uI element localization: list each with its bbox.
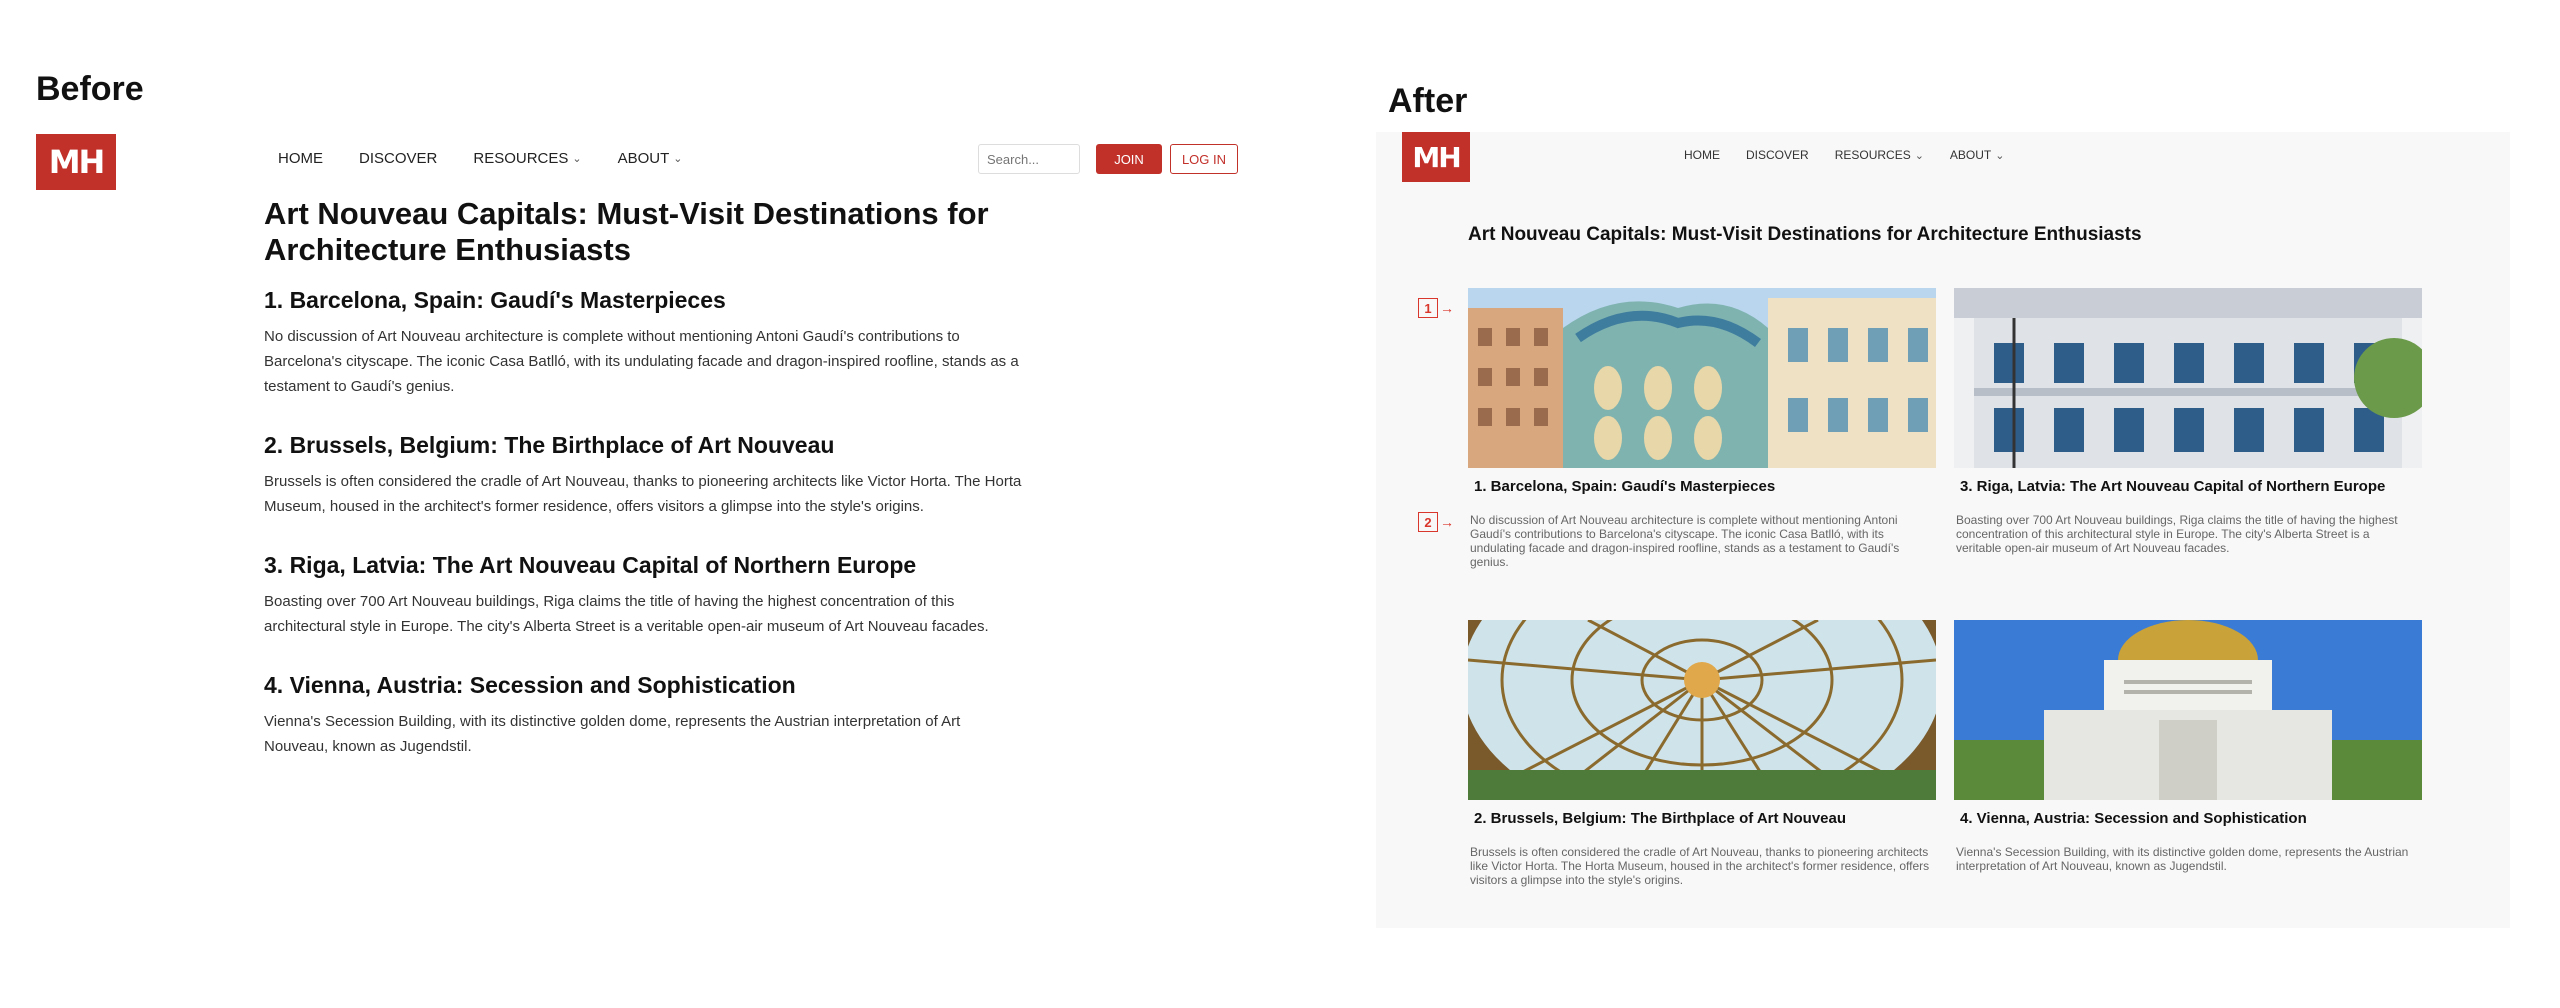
card-riga[interactable] — [1954, 288, 2422, 555]
chevron-down-icon: ⌄ — [572, 153, 582, 165]
nav-resources-label: RESOURCES — [473, 150, 569, 167]
nav-resources-label: RESOURCES — [1834, 148, 1911, 162]
card-brussels[interactable] — [1468, 620, 1936, 887]
nav-home-label: HOME — [1684, 148, 1720, 162]
marker-number: 2 — [1418, 512, 1438, 532]
page-title: Art Nouveau Capitals: Must-Visit Destinations for Architecture Enthusiasts — [264, 196, 989, 267]
chevron-down-icon: ⌄ — [1914, 149, 1924, 162]
section-3 — [264, 551, 1024, 639]
section-2 — [264, 431, 1024, 519]
chevron-down-icon: ⌄ — [1995, 149, 2005, 162]
nav-discover[interactable] — [1746, 148, 1809, 162]
nav-about[interactable] — [618, 150, 683, 167]
main-nav — [278, 150, 683, 167]
section-4 — [264, 671, 1024, 759]
section-1 — [264, 286, 1024, 399]
annotation-marker-2 — [1418, 512, 1454, 532]
nav-discover-label: DISCOVER — [359, 150, 438, 167]
card-title: 2. Brussels, Belgium: The Birthplace of Art Nouveau — [1474, 810, 1847, 827]
login-button[interactable]: LOG IN — [1170, 144, 1238, 174]
card-title: 4. Vienna, Austria: Secession and Sophistication — [1960, 810, 2307, 827]
card-title: 3. Riga, Latvia: The Art Nouveau Capital of Northern Europe — [1960, 478, 2386, 495]
chevron-down-icon: ⌄ — [673, 153, 683, 165]
nav-home-label: HOME — [278, 150, 323, 167]
section-body: No discussion of Art Nouveau architecture is complete without mentioning Antoni Gaudí's contributions to Barcelona's cityscape. The iconic Casa Batlló, with its undulating facade and dragon-inspired roofline, stands as a testament to Gaudí's genius. — [264, 328, 1019, 395]
card-title: 1. Barcelona, Spain: Gaudí's Masterpieces — [1474, 478, 1776, 495]
nav-discover[interactable] — [359, 150, 437, 167]
after-label: After — [1388, 82, 1468, 120]
article — [264, 196, 1024, 759]
section-title: 4. Vienna, Austria: Secession and Sophistication — [264, 672, 796, 698]
card-body: Boasting over 700 Art Nouveau buildings, Riga claims the title of having the highest concentration of this architectural style in Europe. The city's Alberta Street is a veritable open-air museum of Art Nouveau facades. — [1956, 513, 2398, 555]
card-body: Brussels is often considered the cradle of Art Nouveau, thanks to pioneering architects like Victor Horta. The Horta Museum, housed in the architect's former residence, offers visitors a glimpse into the style's origins. — [1470, 845, 1930, 887]
card-vienna[interactable] — [1954, 620, 2422, 873]
section-body: Brussels is often considered the cradle of Art Nouveau, thanks to pioneering architects like Victor Horta. The Horta Museum, housed in the architect's former residence, offers visitors a glimpse into the style's origins. — [264, 473, 1022, 515]
nav-home[interactable] — [278, 150, 323, 167]
nav-about-label: ABOUT — [617, 150, 670, 167]
card-body: Vienna's Secession Building, with its distinctive golden dome, represents the Austrian interpretation of Art Nouveau, known as Jugendstil. — [1956, 845, 2409, 873]
card-body: No discussion of Art Nouveau architecture is complete without mentioning Antoni Gaudí's contributions to Barcelona's cityscape. The iconic Casa Batlló, with its undulating facade and dragon-inspired roofline, stands as a testament to Gaudí's genius. — [1470, 513, 1900, 569]
section-title: 1. Barcelona, Spain: Gaudí's Masterpieces — [264, 287, 726, 313]
secession-building-image — [1954, 620, 2422, 800]
before-label: Before — [36, 70, 144, 108]
logo[interactable]: MH — [36, 134, 116, 190]
search-input[interactable] — [978, 144, 1080, 174]
after-panel — [1376, 132, 2510, 928]
card-barcelona[interactable] — [1468, 288, 1936, 569]
main-nav — [1684, 148, 2004, 162]
nav-resources[interactable] — [1835, 148, 1924, 162]
nav-resources[interactable] — [473, 150, 581, 167]
riga-building-image — [1954, 288, 2422, 468]
before-panel — [36, 128, 1266, 828]
horta-dome-image — [1468, 620, 1936, 800]
page-title: Art Nouveau Capitals: Must-Visit Destinations for Architecture Enthusiasts — [1468, 224, 2142, 245]
join-button[interactable]: JOIN — [1096, 144, 1162, 174]
nav-about[interactable] — [1950, 148, 2005, 162]
nav-home[interactable] — [1684, 148, 1720, 162]
section-body: Boasting over 700 Art Nouveau buildings, Riga claims the title of having the highest concentration of this architectural style in Europe. The city's Alberta Street is a veritable open-air museum of Art Nouveau facades. — [264, 593, 989, 635]
nav-about-label: ABOUT — [1949, 148, 1992, 162]
nav-discover-label: DISCOVER — [1746, 148, 1809, 162]
arrow-right-icon: → — [1440, 300, 1454, 316]
section-title: 3. Riga, Latvia: The Art Nouveau Capital of Northern Europe — [264, 552, 917, 578]
section-body: Vienna's Secession Building, with its distinctive golden dome, represents the Austrian interpretation of Art Nouveau, known as Jugendstil. — [264, 713, 961, 755]
logo[interactable]: MH — [1402, 132, 1470, 182]
annotation-marker-1 — [1418, 298, 1454, 318]
marker-number: 1 — [1418, 298, 1438, 318]
casa-batllo-image — [1468, 288, 1936, 468]
section-title: 2. Brussels, Belgium: The Birthplace of Art Nouveau — [264, 432, 835, 458]
arrow-right-icon: → — [1440, 514, 1454, 530]
